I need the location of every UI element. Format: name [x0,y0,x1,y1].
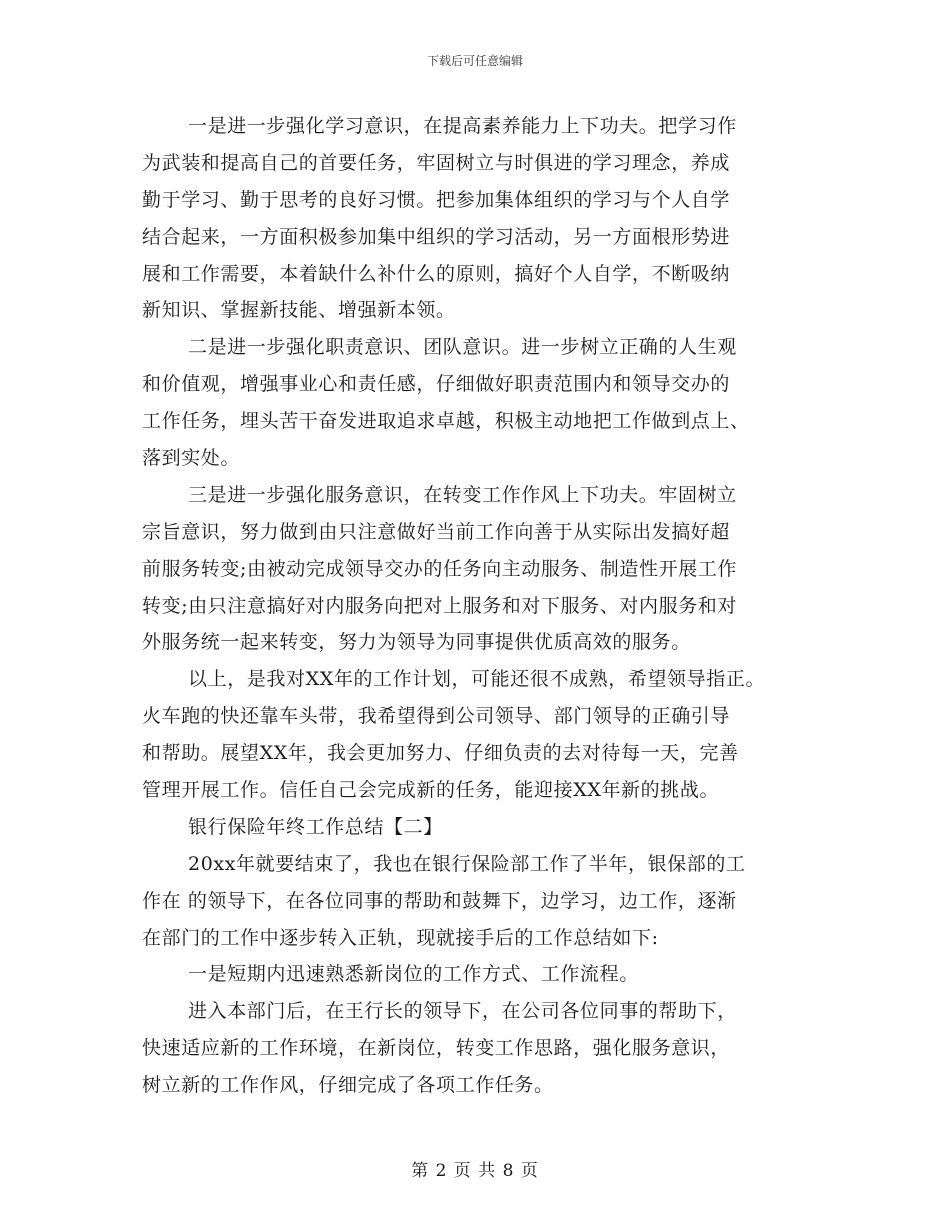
text-line: 工作任务，埋头苦干奋发进取追求卓越，积极主动地把工作做到点上、 [142,410,750,433]
text-line: 为武装和提高自己的首要任务，牢固树立与时俱进的学习理念，养成 [142,151,731,174]
text-line: 作在 的领导下，在各位同事的帮助和鼓舞下，边学习，边工作，逐渐 [142,889,737,912]
text-line: 新知识、掌握新技能、增强新本领。 [142,299,456,322]
section-title: 银行保险年终工作总结【二】 [188,815,443,838]
document-body [142,108,822,1104]
text-line: 三是进一步强化服务意识，在转变工作作风上下功夫。牢固树立 [188,483,737,506]
paragraph-1 [142,108,822,329]
text-line: 一是短期内迅速熟悉新岗位的工作方式、工作流程。 [188,963,639,986]
paragraph-4 [142,661,822,809]
text-line: 20xx年就要结束了，我也在银行保险部工作了半年，银保部的工 [188,852,746,875]
text-line: 火车跑的快还靠车头带，我希望得到公司领导、部门领导的正确引导 [142,705,731,728]
paragraph-6 [142,956,822,993]
text-line: 以上，是我对XX年的工作计划，可能还很不成熟，希望领导指正。 [188,668,766,691]
paragraph-3 [142,477,822,661]
text-line: 进入本部门后，在王行长的领导下，在公司各位同事的帮助下， [188,1000,737,1023]
paragraph-2 [142,329,822,477]
section-heading [142,809,822,846]
text-line: 快速适应新的工作环境，在新岗位，转变工作思路，强化服务意识， [142,1037,731,1060]
text-line: 勤于学习、勤于思考的良好习惯。把参加集体组织的学习与个人自学 [142,188,731,211]
text-line: 结合起来，一方面积极参加集中组织的学习活动，另一方面根形势进 [142,225,731,248]
text-line: 和价值观，增强事业心和责任感，仔细做好职责范围内和领导交办的 [142,373,731,396]
paragraph-5 [142,846,822,957]
text-line: 外服务统一起来转变，努力为领导为同事提供优质高效的服务。 [142,631,691,654]
text-line: 宗旨意识，努力做到由只注意做好当前工作向善于从实际出发搞好超 [142,520,731,543]
text-line: 树立新的工作作风，仔细完成了各项工作任务。 [142,1074,554,1097]
text-line: 展和工作需要，本着缺什么补什么的原则，搞好个人自学，不断吸纳 [142,262,731,285]
paragraph-7 [142,993,822,1104]
text-line: 在部门的工作中逐步转入正轨，现就接手后的工作总结如下: [142,926,659,949]
text-line: 转变;由只注意搞好对内服务向把对上服务和对下服务、对内服务和对 [142,594,738,617]
text-line: 落到实处。 [142,447,241,470]
text-line: 前服务转变;由被动完成领导交办的任务向主动服务、制造性开展工作 [142,557,738,580]
page-number-footer: 第 2 页 共 8 页 [411,1161,539,1181]
text-line: 管理开展工作。信任自己会完成新的任务，能迎接XX年新的挑战。 [142,779,720,802]
text-line: 一是进一步强化学习意识，在提高素养能力上下功夫。把学习作 [188,115,737,137]
page-header-note: 下载后可任意编辑 [426,54,523,68]
text-line: 二是进一步强化职责意识、团队意识。进一步树立正确的人生观 [188,336,737,359]
text-line: 和帮助。展望XX年，我会更加努力、仔细负责的去对待每一天，完善 [142,742,739,765]
